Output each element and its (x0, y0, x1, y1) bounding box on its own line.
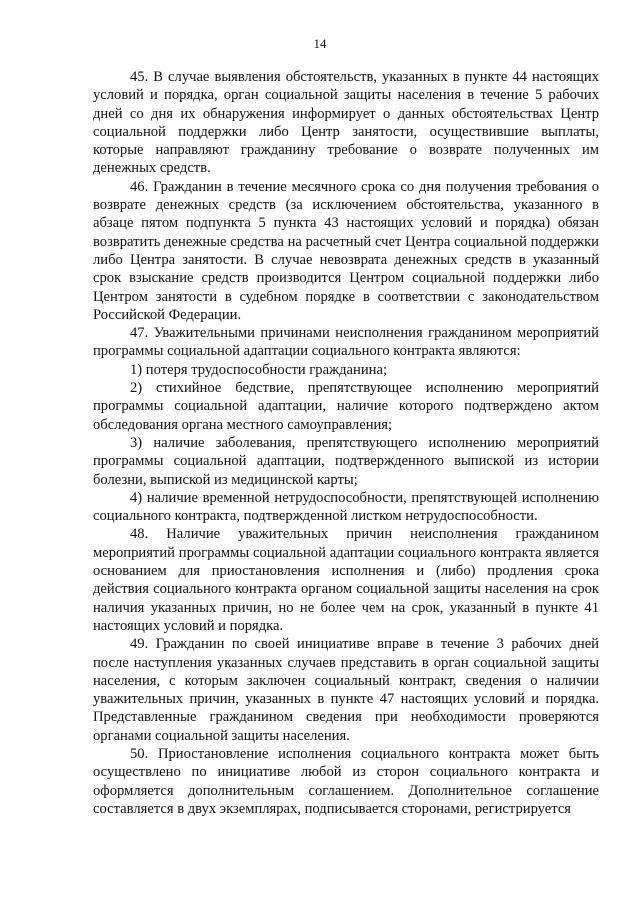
paragraph-47-item-1: 1) потеря трудоспособности гражданина; (130, 361, 387, 378)
page-number: 14 (313, 36, 327, 51)
paragraph-45: 45. В случае выявления обстоятельств, указанных в пункте 44 настоящих условий и порядка, орган социальной защиты населения в течение 5 рабочих дней со дня их обнаружения информирует о данных обстоятельствах Центр социальной поддержки либо Центр занятости, осуществившие выплаты, которые направляют гражданину требование о возврате полученных им денежных средств. (93, 69, 599, 177)
paragraph-46: 46. Гражданин в течение месячного срока со дня получения требования о возврате денежных средств (за исключением обстоятельства, указанного в абзаце пятом подпункта 5 пункта 43 настоящих условий и порядка) обязан возвратить денежные средства на расчетный счет Центра социальной поддержки либо Центра занятости. В случае невозврата денежных средств в указанный срок взыскание средств производится Центром социальной поддержки либо Центром занятости в судебном порядке в соответствии с законодательством Российской Федерации. (93, 178, 599, 323)
paragraph-50: 50. Приостановление исполнения социального контракта может быть осуществлено по инициативе любой из сторон социального контракта и оформляется дополнительным соглашением. Дополнительное соглашение составляется в двух экземплярах, подписывается сторонами, регистрируется (93, 745, 599, 817)
paragraph-47-item-2: 2) стихийное бедствие, препятствующее исполнению мероприятий программы социальной адаптации, наличие которого подтверждено актом обследования органа местного самоуправления; (93, 380, 599, 433)
document-body (93, 68, 599, 818)
paragraph-48: 48. Наличие уважительных причин неисполнения гражданином мероприятий программы социальной адаптации социального контракта является основанием для приостановления исполнения и (либо) продления срока действия социального контракта органом социальной защиты населения на срок наличия указанных причин, но не более чем на срок, указанный в пункте 41 настоящих условий и порядка. (93, 526, 599, 634)
paragraph-47-item-4: 4) наличие временной нетрудоспособности, препятствующей исполнению социального контракта, подтвержденной листком нетрудоспособности. (93, 489, 599, 525)
paragraph-49: 49. Гражданин по своей инициативе вправе в течение 3 рабочих дней после наступления указанных случаев представить в орган социальной защиты населения, с которым заключен социальный контракт, сведения о наличии уважительных причин, указанных в пункте 47 настоящих условий и порядка. Представленные гражданином сведения при необходимости проверяются органами социальной защиты населения. (93, 636, 599, 744)
paragraph-47: 47. Уважительными причинами неисполнения гражданином мероприятий программы социальной адаптации социального контракта являются: (93, 325, 599, 360)
paragraph-47-item-3: 3) наличие заболевания, препятствующего исполнению мероприятий программы социальной адаптации, подтвержденного выпиской из истории болезни, выпиской из медицинской карты; (93, 434, 599, 488)
